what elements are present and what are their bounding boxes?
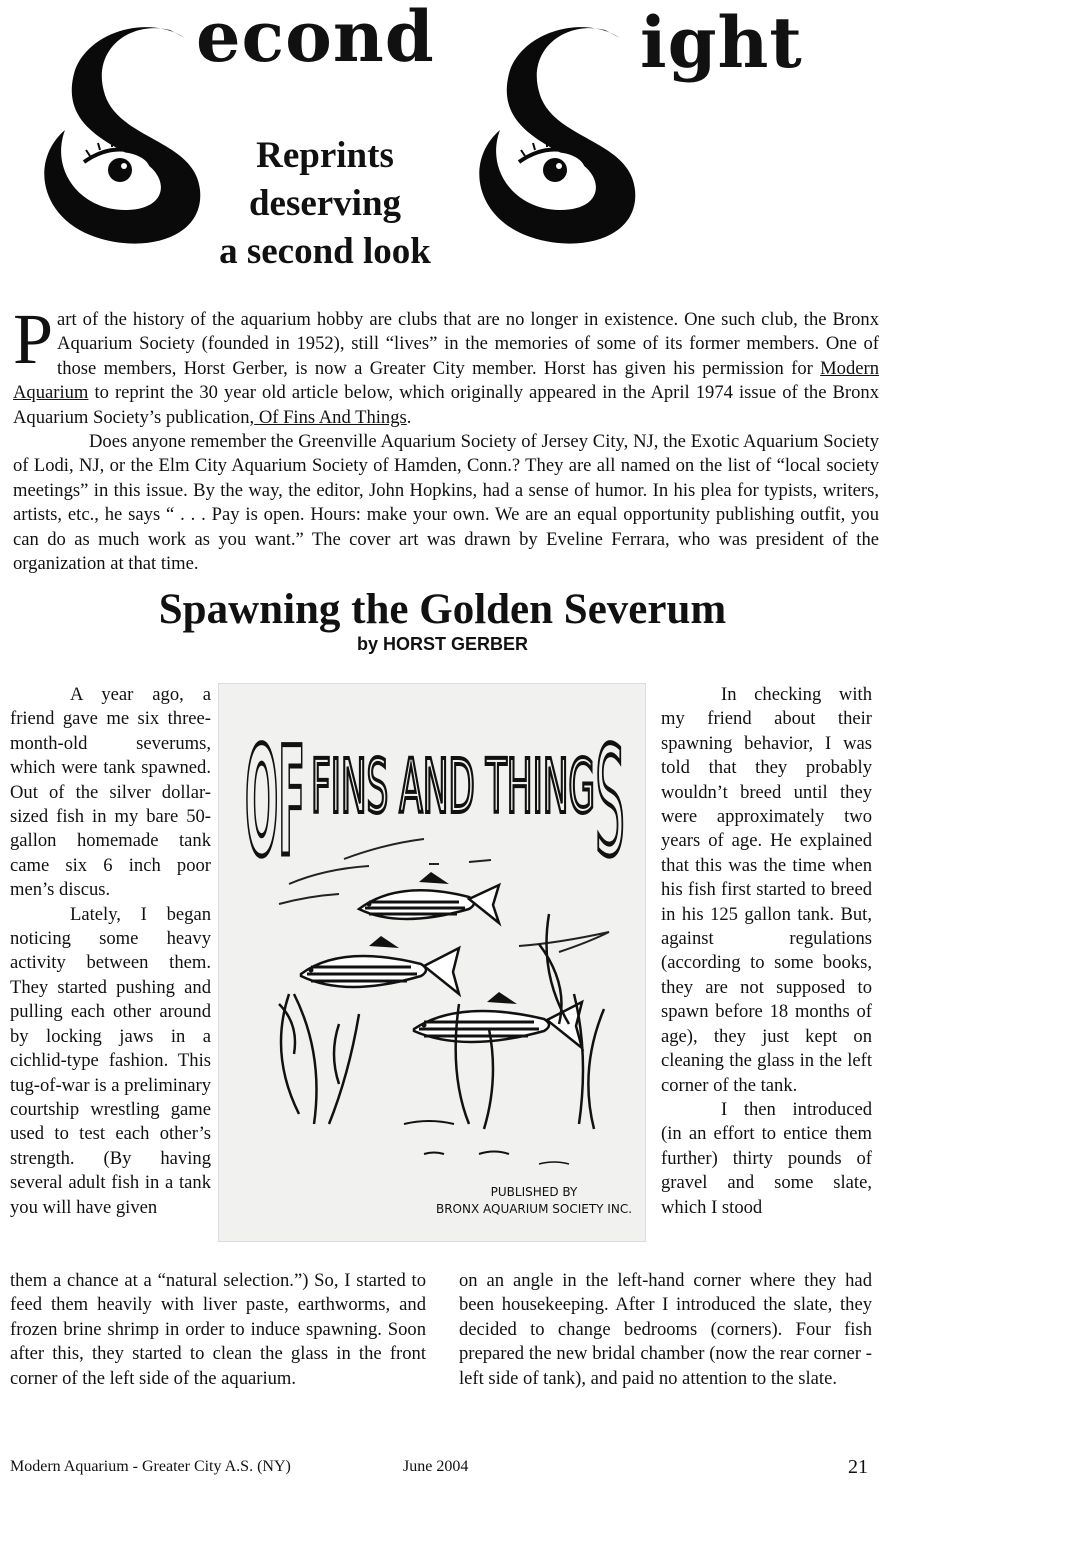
bottom-left-column: them a chance at a “natural selection.”) So, I started to feed them heavily with liver paste, earthworms, and frozen brine shrimp in order to induce spawning. Soon after this, they started to clean the glass in the front corner of the left side of the aquarium. <box>10 1270 426 1389</box>
article-right-column <box>661 683 872 1220</box>
intro-paragraph-2: Does anyone remember the Greenville Aquarium Society of Jersey City, NJ, the Exotic Aquarium Society of Lodi, NJ, or the Elm City Aquarium Society of Hamden, Conn.? They are all named on the list of “local society meetings” in this issue. By the way, the editor, John Hopkins, had a sense of humor. In his plea for typists, writers, artists, etc., he says “ . . . Pay is open. Hours: make your own. We are an equal opportunity publishing outfit, you can do as much work as you want.” The cover art was drawn by Eveline Ferrara, who was president of the organization at that time. <box>13 431 879 575</box>
of-fins-and-things-title: Of Fins And Things <box>254 406 407 428</box>
footer-page-number: 21 <box>848 1456 868 1478</box>
publisher-line-1: PUBLISHED BY <box>490 1185 578 1199</box>
modern-aquarium-title: Modern Aquarium <box>13 357 879 404</box>
publisher-line-2: BRONX AQUARIUM SOCIETY INC. <box>435 1202 633 1216</box>
intro-p1-text-c: . <box>406 406 412 428</box>
intro-p1-text-a: art of the history of the aquarium hobby are clubs that are no longer in existence. One such club, the Bronx Aquarium Society (founded in 1952), still “lives” in the memories of some of its former members. One of those members, Horst Gerber, is now a Greater City member. Horst has given his permission for <box>57 309 879 379</box>
left-paragraph-1: A year ago, a friend gave me six three-month-old severums, which were tank spawned. Out of the silver dollar-sized fish in my bare 50-gallon homemade tank came six 6 inch poor men’s discus. <box>10 684 211 901</box>
intro-text <box>13 299 879 576</box>
drop-cap: P <box>13 299 54 379</box>
article-byline: by HORST GERBER <box>356 634 529 654</box>
right-paragraph-2: I then introduced (in an effort to entice them further) thirty pounds of gravel and some slate, which I stood <box>661 1098 872 1218</box>
article-title: Spawning the Golden Severum <box>158 586 727 633</box>
tagline <box>195 132 455 276</box>
article-left-column <box>10 683 211 1220</box>
cover-title-s: S <box>595 716 625 890</box>
masthead-word-sight: ight <box>640 1 803 84</box>
left-paragraph-2: Lately, I began noticing some heavy activity between them. They started pushing and pulling each other around by locking jaws in a cichlid-type fashion. This tug-of-war is a preliminary courtship wrestling game used to test each other’s strength. (By having several adult fish in a tank you will have given <box>10 903 211 1218</box>
masthead-word-second: econd <box>196 0 435 78</box>
bottom-right-column: on an angle in the left-hand corner where they had been housekeeping. After I introduced the slate, they decided to change bedrooms (corners). Four fish prepared the new bridal chamber (now the rear corner - left side of tank), and paid no attention to the slate. <box>459 1270 872 1389</box>
cover-publisher <box>434 1184 634 1218</box>
intro-p1-text-b: to reprint the 30 year old article below, which originally appeared in the April 1974 issue of the Bronx Aquarium Society’s publication, <box>13 382 879 428</box>
zebra-fish-2 <box>301 936 459 994</box>
intro-paragraph-1 <box>13 299 879 430</box>
zebra-fish-1 <box>359 872 499 923</box>
masthead <box>0 0 1092 300</box>
cover-illustration <box>219 684 645 1241</box>
tagline-line-3: a second look <box>219 231 431 272</box>
tagline-line-1: Reprints <box>256 135 394 176</box>
right-paragraph-1: In checking with my friend about their spawning behavior, I was told that they probably wouldn’t breed until they were approximately two years of age. He explained that this was the time when his fish first started to breed in his 125 gallon tank. But, against regulations (according to some books, they are not supposed to spawn before 18 months of age), they just kept on cleaning the glass in the left corner of the tank. <box>661 684 872 1096</box>
cover-title-fins-and-thing: FINS AND THING <box>311 744 595 830</box>
artist-signature <box>539 1162 569 1164</box>
tagline-line-2: deserving <box>248 183 402 224</box>
footer-publication: Modern Aquarium - Greater City A.S. (NY) <box>10 1458 291 1475</box>
cover-title-of: OF <box>245 716 305 890</box>
footer-date: June 2004 <box>403 1458 469 1475</box>
cover-image <box>218 683 646 1242</box>
